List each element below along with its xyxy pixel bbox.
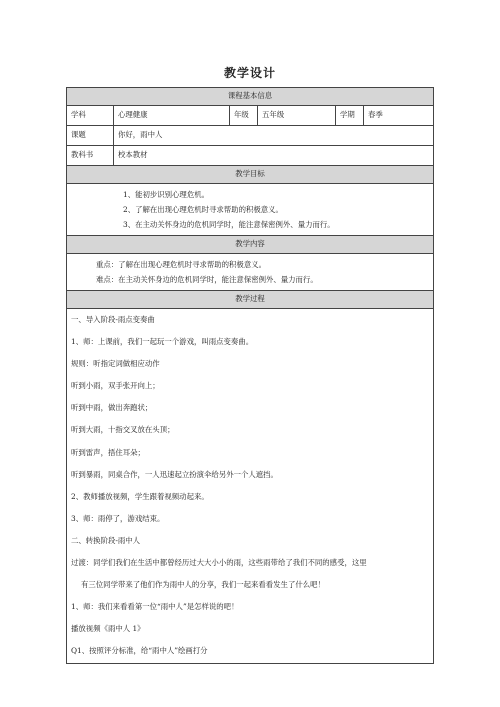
content-row — [67, 254, 434, 291]
goals-header: 教学目标 — [67, 166, 434, 184]
process-header-row — [67, 291, 434, 309]
textbook-row — [67, 146, 434, 166]
process-line: 过渡：同学们我们在生活中都曾经历过大大小小的雨，这些雨带给了我们不同的感受，这里 — [71, 558, 367, 568]
content-key-point: 重点：了解在出现心理危机时寻求帮助的积极意义。 — [96, 260, 266, 269]
process-line: 听到中雨，做出奔跑状； — [71, 403, 153, 413]
basic-info-header: 课程基本信息 — [67, 88, 434, 106]
term-value: 春季 — [364, 106, 434, 126]
process-line: 二、转换阶段-雨中人 — [71, 535, 141, 545]
grade-value: 五年级 — [258, 106, 336, 126]
process-line: 1、师：我们来看看第一位“雨中人”是怎样说的吧！ — [71, 602, 239, 612]
goal-item: 3、在主动关怀身边的危机同学时，能注意保密例外、量力而行。 — [123, 220, 335, 229]
grade-label: 年级 — [230, 106, 258, 126]
subject-label: 学科 — [67, 106, 114, 126]
content-header: 教学内容 — [67, 236, 434, 254]
process-header: 教学过程 — [67, 291, 434, 309]
textbook-label: 教科书 — [67, 146, 114, 166]
process-line: 听到暴雨，同桌合作，一人迅速起立扮演伞给另外一个人遮挡。 — [71, 469, 278, 479]
process-line: Q1、按照评分标准，给“雨中人”绘画打分 — [71, 646, 208, 656]
process-line: 规则：听指定词做相应动作 — [71, 359, 160, 369]
goals-cell — [67, 184, 434, 236]
goals-row — [67, 184, 434, 236]
term-label: 学期 — [336, 106, 364, 126]
process-line: 一、导入阶段-雨点变奏曲 — [71, 315, 155, 324]
topic-label: 课题 — [67, 126, 114, 146]
goal-item: 2、了解在出现心理危机时寻求帮助的积极意义。 — [123, 205, 283, 214]
process-line: 听到大雨，十指交叉放在头顶； — [71, 425, 175, 435]
process-line: 2、教师播放视频，学生跟着视频动起来。 — [71, 491, 209, 501]
process-line: 播放视频《雨中人 1》 — [71, 624, 145, 634]
process-line: 3、师：雨停了，游戏结束。 — [71, 513, 165, 523]
topic-row — [67, 126, 434, 146]
content-cell — [67, 254, 434, 291]
topic-value: 你好，雨中人 — [114, 126, 434, 146]
goal-item: 1、能初步识别心理危机。 — [123, 190, 210, 199]
subject-value: 心理健康 — [114, 106, 230, 126]
textbook-value: 校本教材 — [114, 146, 434, 166]
process-line: 听到小雨，双手张开向上； — [71, 381, 160, 391]
subject-row — [67, 106, 434, 126]
content-header-row — [67, 236, 434, 254]
basic-info-header-row — [67, 88, 434, 106]
goals-header-row — [67, 166, 434, 184]
lesson-plan-table — [66, 87, 434, 664]
page-title: 教学设计 — [223, 66, 276, 80]
process-cell — [67, 309, 434, 664]
process-row — [67, 309, 434, 664]
process-line: 有三位同学带来了他们作为雨中人的分享，我们一起来看看发生了什么吧！ — [81, 580, 325, 590]
process-line: 1、师：上课前，我们一起玩一个游戏，叫雨点变奏曲。 — [71, 337, 254, 347]
process-line: 听到雷声，捂住耳朵； — [71, 447, 145, 457]
content-difficult-point: 难点：在主动关怀身边的危机同学时，能注意保密例外、量力而行。 — [96, 275, 318, 284]
